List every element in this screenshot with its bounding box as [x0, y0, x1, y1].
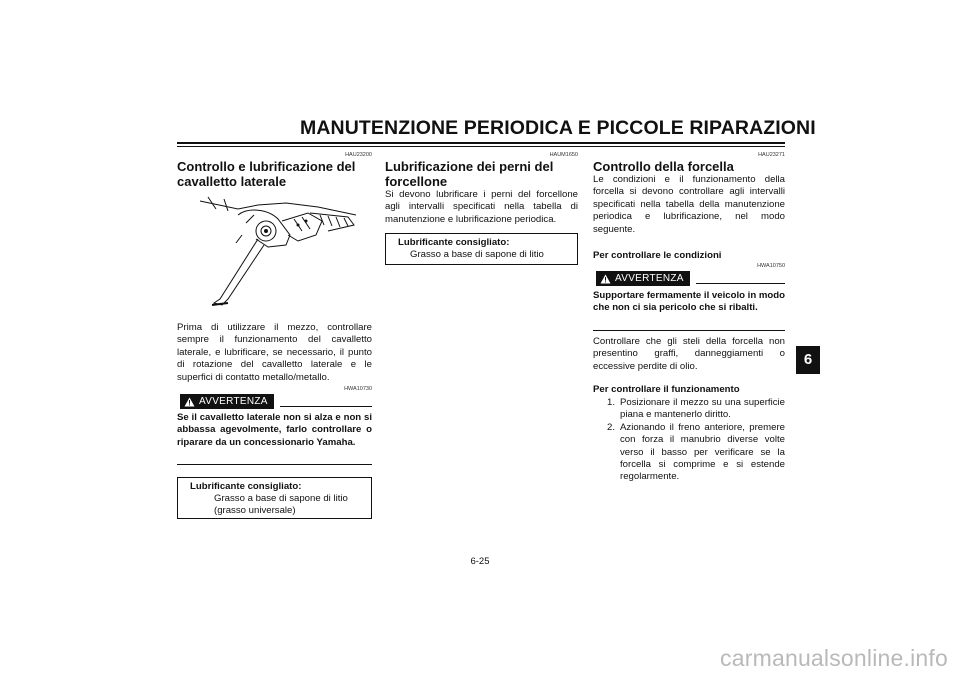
list-item-number: 1. [606, 397, 615, 408]
warning-banner [596, 271, 785, 286]
warning-badge [596, 271, 690, 286]
sidestand-body-text: Prima di utilizzare il mezzo, controllare sempre il funzionamento del cavalletto laterale, e lubrificare, se necessario, il punto di rotazione del cavalletto laterale e le superfici di contatto metallo/metallo. [177, 322, 372, 383]
warning-text: Supportare fermamente il veicolo in modo che non ci sia pericolo che si ribalti. [593, 290, 785, 314]
list-item-text: Azionando il freno anteriore, premere con forza il manubrio diverse volte verso il basso per verificare se la forcella si comprime e si estende regolarmente. [620, 421, 785, 483]
chapter-tab: 6 [796, 346, 820, 374]
warning-banner [180, 394, 372, 409]
steps-list [593, 397, 785, 484]
warning-end-rule [177, 464, 372, 465]
warning-rule [696, 283, 785, 284]
ref-code: HAUM1650 [549, 152, 578, 158]
section-heading-sidestand: Controllo e lubrificazione del cavalletto laterale [177, 159, 356, 189]
list-item-number: 2. [606, 421, 615, 433]
lubricant-title: Lubrificante consigliato: [190, 481, 302, 492]
page-number: 6-25 [470, 556, 490, 567]
warning-end-rule [593, 330, 785, 331]
fork-check-text: Controllare che gli steli della forcella non presentino graffi, danneggiamenti o eccessive perdite di olio. [593, 336, 785, 372]
header-rule-thin [177, 146, 785, 147]
subheading-operation: Per controllare il funzionamento [593, 384, 740, 395]
lubricant-title: Lubrificante consigliato: [398, 237, 510, 248]
sidestand-illustration [198, 195, 358, 313]
ref-code: HAU23271 [758, 152, 785, 158]
section-heading-fork: Controllo della forcella [593, 159, 734, 174]
warning-code: HWA10750 [757, 263, 785, 269]
warning-code: HWA10730 [344, 386, 372, 392]
watermark: carmanualsonline.info [720, 645, 948, 671]
subheading-condition: Per controllare le condizioni [593, 250, 722, 261]
list-item [593, 397, 785, 422]
page-header-title: MANUTENZIONE PERIODICA E PICCOLE RIPARAZIONI [300, 117, 816, 139]
lubricant-box [177, 477, 372, 519]
warning-triangle-icon [184, 397, 195, 407]
warning-triangle-icon [600, 274, 611, 284]
warning-rule [280, 406, 372, 407]
warning-label: AVVERTENZA [199, 396, 268, 407]
lubricant-line: Grasso a base di sapone di litio [410, 249, 544, 260]
list-item-text: Posizionare il mezzo su una superficie piana e mantenerlo diritto. [620, 397, 785, 421]
swingarm-body-text: Si devono lubrificare i perni del forcellone agli intervalli specificati nella tabella di manutenzione e lubrificazione periodica. [385, 189, 578, 225]
lubricant-box [385, 233, 578, 265]
section-heading-swingarm: Lubrificazione dei perni del forcellone [385, 159, 554, 189]
lubricant-line: (grasso universale) [214, 505, 296, 516]
warning-badge [180, 394, 274, 409]
lubricant-line: Grasso a base di sapone di litio [214, 493, 348, 504]
warning-text: Se il cavalletto laterale non si alza e non si abbassa agevolmente, farlo controllare o riparare da un concessionario Yamaha. [177, 412, 372, 448]
list-item [593, 422, 785, 484]
warning-label: AVVERTENZA [615, 273, 684, 284]
fork-body-text: Le condizioni e il funzionamento della forcella si devono controllare agli intervalli specificati nella tabella della manutenzione periodica e lubrificazione, nel modo seguente. [593, 174, 785, 235]
header-rule [177, 142, 785, 144]
ref-code: HAU23200 [345, 152, 372, 158]
